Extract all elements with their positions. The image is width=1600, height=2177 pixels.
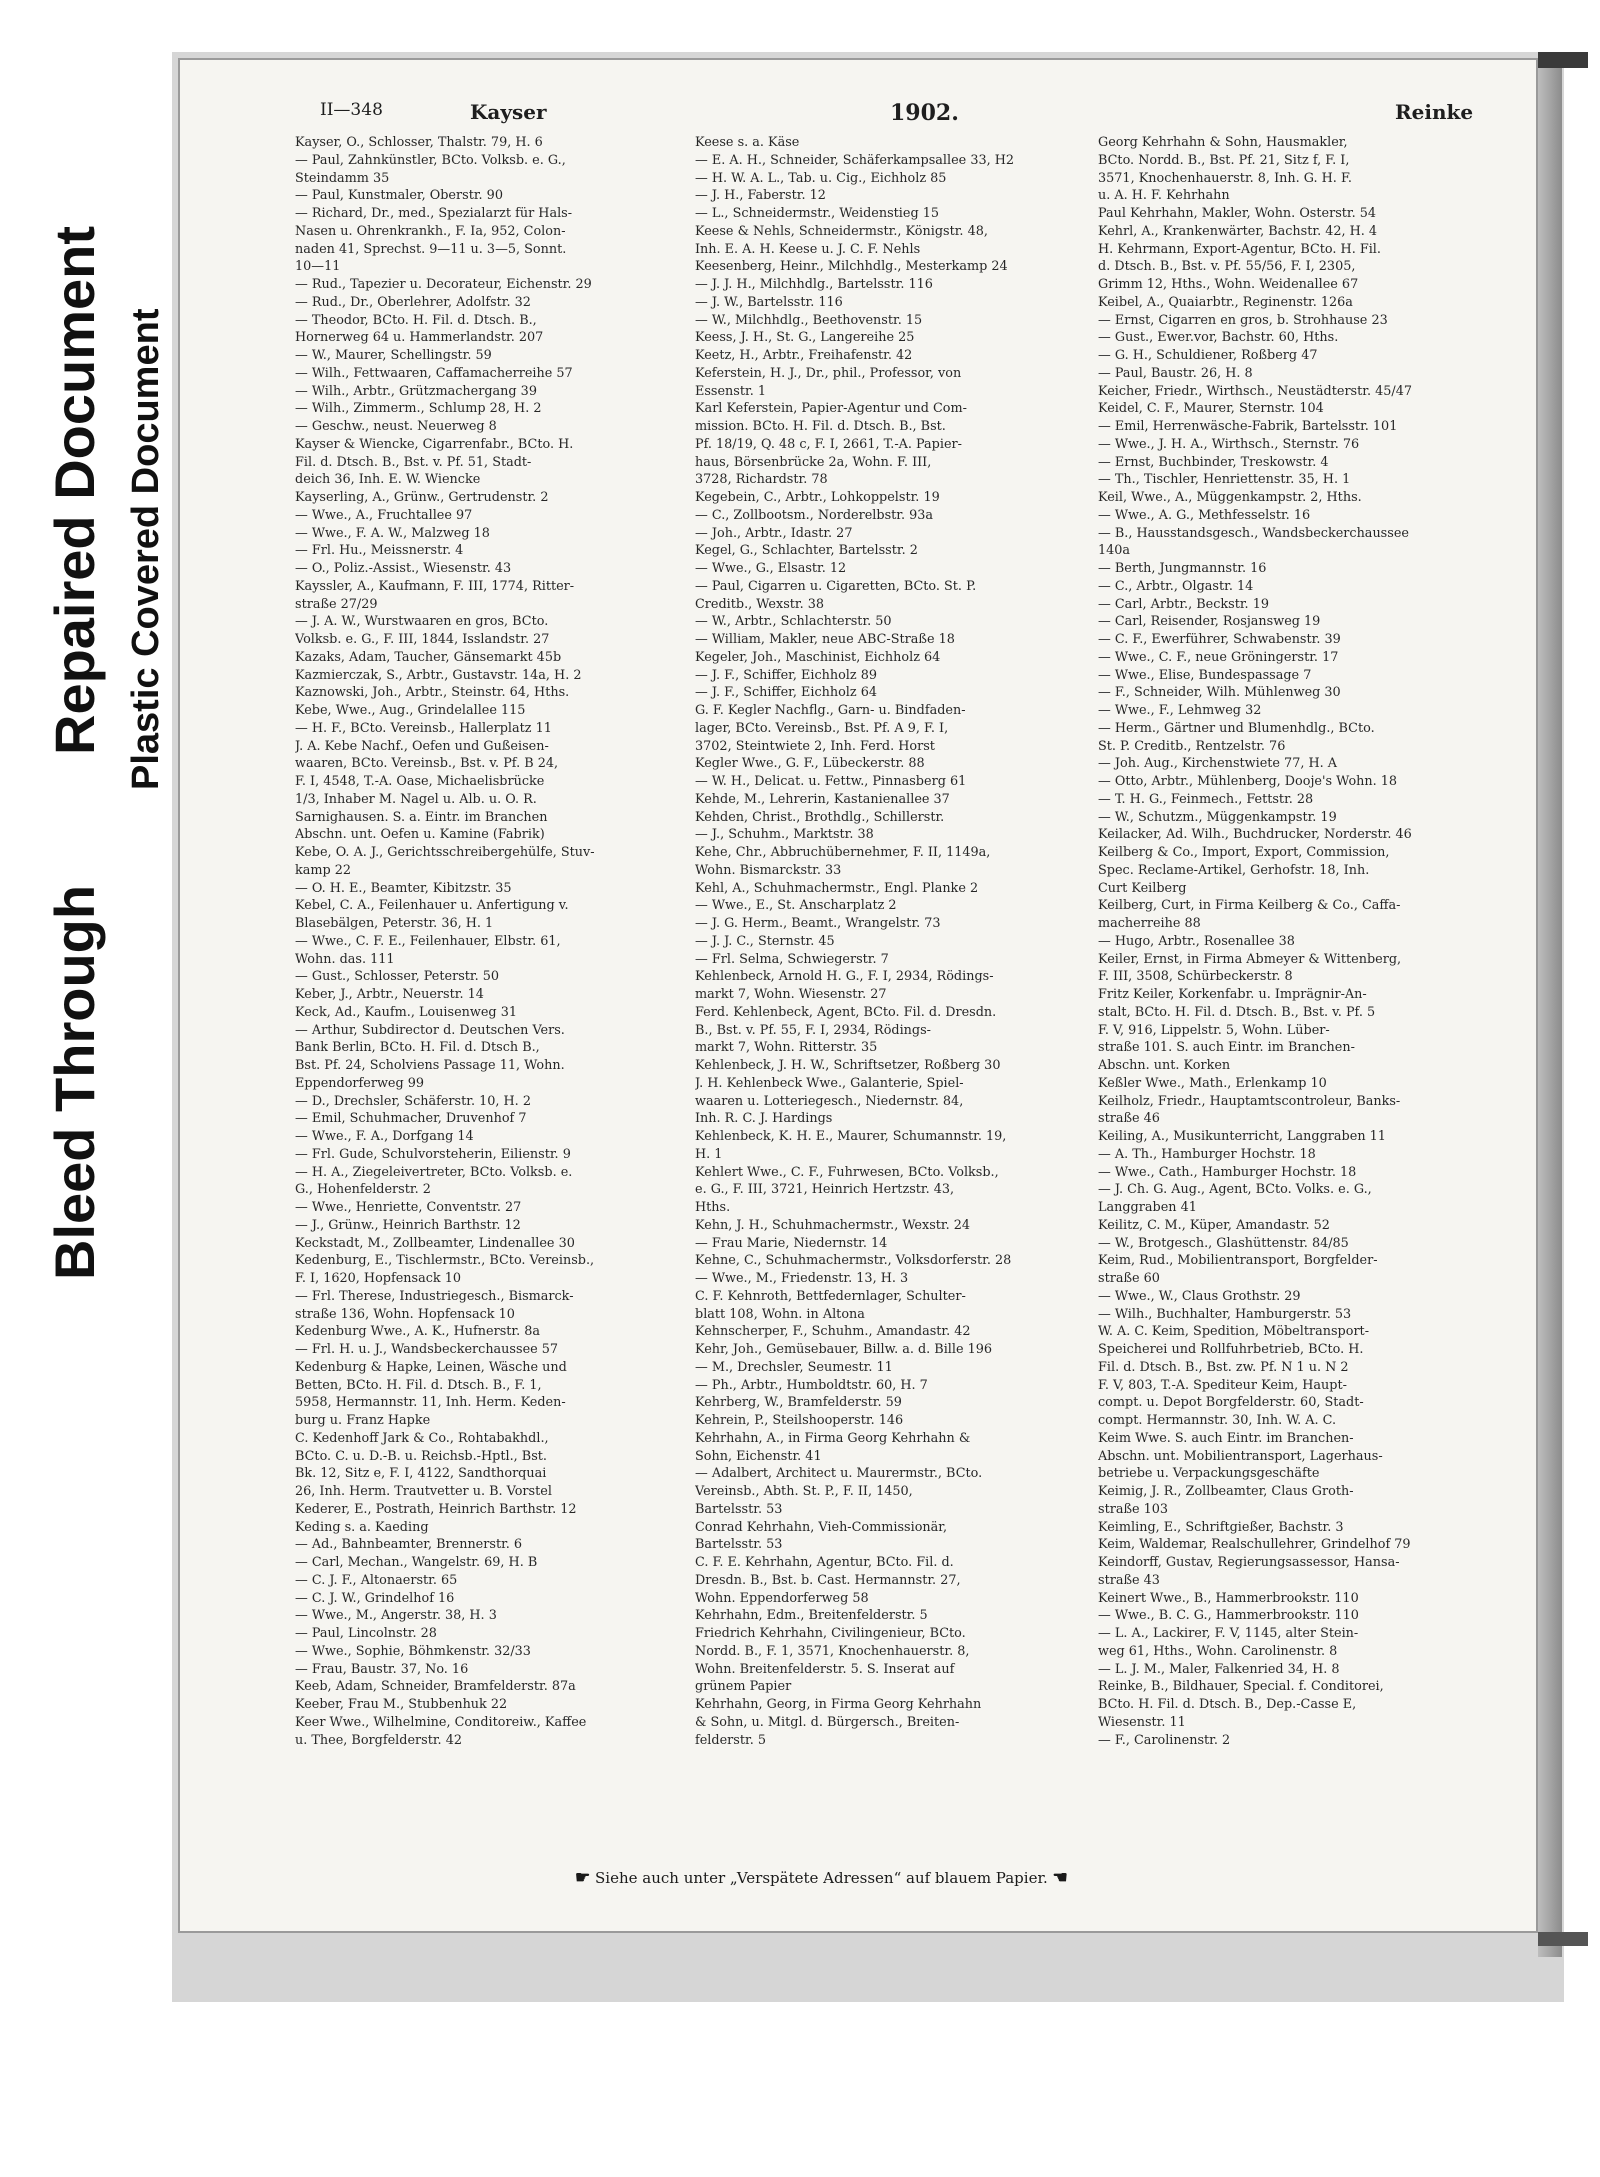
directory-entry-line: Keferstein, H. J., Dr., phil., Professor, von (695, 365, 962, 381)
directory-entry-line: — J. G. Herm., Beamt., Wrangelstr. 73 (695, 916, 941, 931)
directory-entry-line: Wohn. Eppendorferweg 58 (695, 1590, 869, 1606)
directory-entry-line: Keibel, A., Quaiarbtr., Reginenstr. 126a (1098, 294, 1353, 310)
directory-entry-line: F. I, 1620, Hopfensack 10 (295, 1271, 461, 1286)
directory-entry-line: Bk. 12, Sitz e, F. I, 4122, Sandthorquai (295, 1466, 547, 1482)
directory-entry-line: F. V, 916, Lippelstr. 5, Wohn. Lüber- (1098, 1022, 1330, 1038)
directory-entry-line: Keesenberg, Heinr., Milchhdlg., Mesterkamp 24 (695, 259, 1008, 275)
directory-entry-line: Nordd. B., F. 1, 3571, Knochenhauerstr. 8, (695, 1643, 970, 1659)
directory-entry-line: Keckstadt, M., Zollbeamter, Lindenallee 30 (295, 1235, 575, 1251)
directory-entry-line: — Frl. H. u. J., Wandsbeckerchaussee 57 (295, 1342, 559, 1357)
directory-entry-line: — E. A. H., Schneider, Schäferkampsallee 33, H2 (695, 152, 1015, 168)
directory-entry-line: — J. J. C., Sternstr. 45 (695, 933, 835, 949)
directory-entry-line: straße 43 (1098, 1572, 1160, 1588)
directory-entry-line: — Arthur, Subdirector d. Deutschen Vers. (295, 1022, 565, 1038)
directory-entry-line: — W., Brotgesch., Glashüttenstr. 84/85 (1098, 1235, 1349, 1251)
directory-entry-line: Betten, BCto. H. Fil. d. Dtsch. B., F. 1, (295, 1377, 542, 1393)
directory-entry-line: Keil, Wwe., A., Müggenkampstr. 2, Hths. (1098, 490, 1362, 505)
directory-entry-line: C. F. Kehnroth, Bettfedernlager, Schulter- (695, 1288, 966, 1304)
directory-entry-line: grünem Papier (695, 1679, 792, 1695)
directory-entry-line: Kegebein, C., Arbtr., Lohkoppelstr. 19 (695, 490, 940, 505)
directory-entry-line: — C., Arbtr., Olgastr. 14 (1098, 578, 1254, 594)
directory-entry-line: Keeber, Frau M., Stubbenhuk 22 (295, 1697, 508, 1712)
directory-entry-line: Kayserling, A., Grünw., Gertrudenstr. 2 (295, 490, 549, 505)
directory-entry-line: — C. J. W., Grindelhof 16 (295, 1590, 455, 1606)
directory-entry-line: Kegel, G., Schlachter, Bartelsstr. 2 (695, 543, 918, 559)
directory-entry-line: — Carl, Mechan., Wangelstr. 69, H. B (295, 1555, 538, 1570)
directory-entry-line: Kedenburg, E., Tischlermstr., BCto. Vereinsb., (295, 1253, 595, 1269)
directory-entry-line: — Wilh., Buchhalter, Hamburgerstr. 53 (1098, 1306, 1352, 1322)
directory-entry-line: — W. H., Delicat. u. Fettw., Pinnasberg 61 (695, 774, 967, 789)
directory-entry-line: — Theodor, BCto. H. Fil. d. Dtsch. B., (295, 312, 537, 328)
directory-entry-line: Kehr, Joh., Gemüsebauer, Billw. a. d. Bille 196 (695, 1342, 993, 1357)
directory-entry-line: — L. J. M., Maler, Falkenried 34, H. 8 (1098, 1661, 1340, 1677)
directory-entry-line: Kayser, O., Schlosser, Thalstr. 79, H. 6 (295, 135, 543, 150)
directory-entry-line: deich 36, Inh. E. W. Wiencke (295, 472, 481, 488)
directory-entry-line: Keidel, C. F., Maurer, Sternstr. 104 (1098, 401, 1324, 417)
directory-entry-line: — Joh. Aug., Kirchenstwiete 77, H. A (1098, 756, 1338, 772)
directory-entry-line: Wohn. Breitenfelderstr. 5. S. Inserat auf (695, 1661, 955, 1677)
directory-entry-line: Kegler Wwe., G. F., Lübeckerstr. 88 (695, 756, 925, 772)
directory-entry-line: — Wwe., Henriette, Conventstr. 27 (295, 1200, 522, 1215)
directory-entry-line: — J. J. H., Milchhdlg., Bartelsstr. 116 (695, 277, 933, 292)
directory-entry-line: — Paul, Baustr. 26, H. 8 (1098, 365, 1253, 381)
directory-entry-line: Inh. E. A. H. Keese u. J. C. F. Nehls (695, 241, 921, 257)
directory-entry-line: Keilholz, Friedr., Hauptamtscontroleur, Banks- (1098, 1093, 1401, 1109)
directory-entry-line: Volksb. e. G., F. III, 1844, Isslandstr. 27 (295, 632, 550, 647)
pointing-hand-icon: ☚ (1052, 1868, 1068, 1888)
directory-entry-line: u. A. H. F. Kehrhahn (1098, 188, 1230, 204)
directory-entry-line: burg u. Franz Hapke (295, 1413, 431, 1428)
directory-entry-line: Inh. R. C. J. Hardings (695, 1111, 833, 1127)
directory-entry-line: — Joh., Arbtr., Idastr. 27 (695, 525, 853, 541)
directory-entry-line: H. Kehrmann, Export-Agentur, BCto. H. Fil. (1098, 241, 1381, 257)
directory-entry-line: Keicher, Friedr., Wirthsch., Neustädterstr. 45/47 (1098, 383, 1412, 399)
directory-entry-line: — A. Th., Hamburger Hochstr. 18 (1098, 1146, 1316, 1162)
directory-entry-line: Kebe, O. A. J., Gerichtsschreibergehülfe, Stuv- (295, 845, 595, 860)
directory-entry-line: — Berth, Jungmannstr. 16 (1098, 561, 1267, 576)
directory-entry-line: — H. A., Ziegeleivertreter, BCto. Volksb. e. (295, 1164, 573, 1180)
directory-entry-line: — F., Carolinenstr. 2 (1098, 1732, 1231, 1748)
directory-entry-line: d. Dtsch. B., Bst. v. Pf. 55/56, F. I, 2305, (1098, 259, 1356, 275)
directory-entry-line: straße 46 (1098, 1111, 1160, 1127)
directory-entry-line: BCto. C. u. D.-B. u. Reichsb.-Hptl., Bst. (295, 1448, 547, 1464)
directory-entry-line: straße 136, Wohn. Hopfensack 10 (295, 1306, 515, 1322)
directory-entry-line: Bst. Pf. 24, Scholviens Passage 11, Wohn. (295, 1058, 565, 1073)
directory-entry-line: Kazmierczak, S., Arbtr., Gustavstr. 14a, H. 2 (295, 667, 582, 683)
directory-entry-line: Creditb., Wexstr. 38 (695, 596, 825, 612)
directory-entry-line: F. III, 3508, Schürbeckerstr. 8 (1098, 969, 1293, 985)
directory-entry-line: Kehlenbeck, J. H. W., Schriftsetzer, Roßberg 30 (695, 1058, 1001, 1073)
directory-entry-line: — J., Schuhm., Marktstr. 38 (695, 827, 874, 843)
directory-entry-line: mission. BCto. H. Fil. d. Dtsch. B., Bst. (695, 419, 946, 434)
directory-entry-line: — Wwe., Sophie, Böhmkenstr. 32/33 (295, 1643, 531, 1659)
directory-entry-line: Bartelsstr. 53 (695, 1501, 783, 1517)
directory-entry-line: Eppendorferweg 99 (295, 1075, 425, 1091)
directory-entry-line: stalt, BCto. H. Fil. d. Dtsch. B., Bst. v. Pf. 5 (1098, 1004, 1376, 1020)
directory-entry-line: Keim, Waldemar, Realschullehrer, Grindelhof 79 (1098, 1537, 1411, 1553)
bleed-through-label: Bleed Through (43, 884, 106, 1280)
directory-entry-line: — W., Schutzm., Müggenkampstr. 19 (1098, 809, 1337, 825)
directory-entry-line: Keilberg, Curt, in Firma Keilberg & Co., Caffa- (1098, 898, 1401, 914)
directory-entry-line: Kedenburg Wwe., A. K., Hufnerstr. 8a (295, 1324, 541, 1340)
directory-entry-line: — Wwe., B. C. G., Hammerbrookstr. 110 (1098, 1608, 1359, 1624)
directory-entry-line: — Frl. Therese, Industriegesch., Bismarck- (295, 1288, 574, 1304)
directory-entry-line: 3702, Steintwiete 2, Inh. Ferd. Horst (695, 738, 935, 754)
directory-entry-line: straße 27/29 (295, 596, 378, 612)
directory-entry-line: Reinke, B., Bildhauer, Special. f. Conditorei, (1098, 1679, 1384, 1695)
directory-entry-line: — Hugo, Arbtr., Rosenallee 38 (1098, 933, 1295, 949)
directory-entry-line: BCto. H. Fil. d. Dtsch. B., Dep.-Casse E, (1098, 1697, 1357, 1712)
pointing-hand-icon: ☛ (575, 1868, 591, 1888)
directory-entry-line: — W., Maurer, Schellingstr. 59 (295, 348, 492, 363)
directory-entry-line: — Frau Marie, Niedernstr. 14 (695, 1235, 888, 1251)
directory-entry-line: — T. H. G., Feinmech., Fettstr. 28 (1098, 791, 1314, 807)
directory-entry-line: Hths. (695, 1200, 731, 1215)
directory-entry-line: Kazaks, Adam, Taucher, Gänsemarkt 45b (295, 649, 562, 665)
directory-entry-line: Keeb, Adam, Schneider, Bramfelderstr. 87a (295, 1679, 576, 1695)
directory-entry-line: Wohn. das. 111 (295, 951, 395, 967)
directory-entry-line: Bartelsstr. 53 (695, 1537, 783, 1553)
directory-entry-line: — Wwe., G., Elsastr. 12 (695, 561, 847, 576)
directory-entry-line: Keinert Wwe., B., Hammerbrookstr. 110 (1098, 1590, 1359, 1606)
directory-entry-line: Fil. d. Dtsch. B., Bst. zw. Pf. N 1 u. N 2 (1098, 1359, 1349, 1375)
directory-entry-line: Keess, J. H., St. G., Langereihe 25 (695, 330, 915, 346)
directory-entry-line: markt 7, Wohn. Wiesenstr. 27 (695, 987, 887, 1002)
directory-entry-line: — Frau, Baustr. 37, No. 16 (295, 1661, 469, 1677)
directory-entry-line: lager, BCto. Vereinsb., Bst. Pf. A 9, F. I, (695, 720, 949, 736)
directory-entry-line: Spec. Reclame-Artikel, Gerhofstr. 18, Inh. (1098, 862, 1370, 878)
directory-entry-line: betriebe u. Verpackungsgeschäfte (1098, 1466, 1320, 1482)
directory-entry-line: Kehn, J. H., Schuhmachermstr., Wexstr. 24 (695, 1217, 971, 1233)
directory-entry-line: compt. Hermannstr. 30, Inh. W. A. C. (1098, 1413, 1337, 1428)
directory-entry-line: Vereinsb., Abth. St. P., F. II, 1450, (695, 1484, 913, 1499)
directory-entry-line: Curt Keilberg (1098, 880, 1187, 896)
directory-entry-line: — Wilh., Zimmerm., Schlump 28, H. 2 (295, 401, 542, 417)
directory-entry-line: Dresdn. B., Bst. b. Cast. Hermannstr. 27, (695, 1572, 961, 1588)
directory-entry-line: W. A. C. Keim, Spedition, Möbeltransport- (1098, 1324, 1370, 1340)
directory-entry-line: — Wwe., F. A. W., Malzweg 18 (295, 525, 490, 541)
directory-entry-line: 3571, Knochenhauerstr. 8, Inh. G. H. F. (1098, 170, 1352, 186)
directory-entry-line: — Otto, Arbtr., Mühlenberg, Dooje's Wohn. 18 (1098, 774, 1398, 789)
directory-entry-line: Kederer, E., Postrath, Heinrich Barthstr. 12 (295, 1501, 577, 1517)
directory-entry-line: — G. H., Schuldiener, Roßberg 47 (1098, 348, 1318, 363)
directory-entry-line: straße 101. S. auch Eintr. im Branchen- (1098, 1040, 1355, 1056)
column-right (1098, 134, 1466, 1749)
header-left-word: Kayser (470, 100, 547, 124)
page-right-edge (1538, 52, 1562, 1957)
directory-entry-line: Abschn. unt. Mobilientransport, Lagerhaus- (1098, 1448, 1383, 1464)
directory-entry-line: — D., Drechsler, Schäferstr. 10, H. 2 (295, 1093, 531, 1109)
directory-entry-line: C. Kedenhoff Jark & Co., Rohtabakhdl., (295, 1430, 549, 1446)
directory-entry-line: Kayssler, A., Kaufmann, F. III, 1774, Ritter- (295, 578, 575, 594)
directory-entry-line: — Frl. Selma, Schwiegerstr. 7 (695, 951, 889, 967)
directory-entry-line: J. H. Kehlenbeck Wwe., Galanterie, Spiel- (695, 1075, 964, 1091)
directory-entry-line: Kehl, A., Schuhmachermstr., Engl. Planke 2 (695, 880, 979, 896)
directory-entry-line: 10—11 (295, 259, 341, 275)
directory-entry-line: Essenstr. 1 (695, 383, 766, 399)
directory-entry-line: — Wwe., M., Friedenstr. 13, H. 3 (695, 1271, 909, 1286)
directory-entry-line: Kehrl, A., Krankenwärter, Bachstr. 42, H. 4 (1098, 223, 1378, 239)
directory-entry-line: u. Thee, Borgfelderstr. 42 (295, 1732, 462, 1748)
repaired-document-label: Repaired Document (43, 226, 106, 755)
footer-note (575, 1868, 1375, 1888)
directory-entry-line: — W., Arbtr., Schlachterstr. 50 (695, 614, 892, 630)
directory-entry-line: — C., Zollbootsm., Norderelbstr. 93a (695, 507, 934, 523)
directory-page (178, 58, 1538, 1933)
column-left (295, 134, 663, 1749)
directory-entry-line: F. V, 803, T.-A. Spediteur Keim, Haupt- (1098, 1377, 1347, 1393)
directory-entry-line: — Adalbert, Architect u. Maurermstr., BCto. (695, 1466, 983, 1482)
directory-entry-line: Kehlenbeck, K. H. E., Maurer, Schumannstr. 19, (695, 1129, 1007, 1144)
directory-entry-line: Pf. 18/19, Q. 48 c, F. I, 2661, T.-A. Papier- (695, 436, 962, 452)
directory-entry-line: Ferd. Kehlenbeck, Agent, BCto. Fil. d. Dresdn. (695, 1004, 997, 1020)
directory-entry-line: Kehrhahn, A., in Firma Georg Kehrhahn & (695, 1430, 971, 1446)
directory-entry-line: — C. F., Ewerführer, Schwabenstr. 39 (1098, 632, 1341, 647)
directory-entry-line: Keiling, A., Musikunterricht, Langgraben 11 (1098, 1129, 1386, 1144)
directory-entry-line: markt 7, Wohn. Ritterstr. 35 (695, 1040, 878, 1056)
directory-entry-line: — Wwe., E., St. Anscharplatz 2 (695, 898, 897, 914)
directory-entry-line: Wohn. Bismarckstr. 33 (695, 862, 842, 878)
directory-entry-line: — Wwe., W., Claus Grothstr. 29 (1098, 1288, 1301, 1304)
directory-entry-line: Kehnscherper, F., Schuhm., Amandastr. 42 (695, 1324, 971, 1340)
directory-entry-line: B., Bst. v. Pf. 55, F. I, 2934, Rödings- (695, 1022, 932, 1038)
directory-entry-line: Keck, Ad., Kaufm., Louisenweg 31 (295, 1004, 517, 1020)
directory-entry-line: Keiler, Ernst, in Firma Abmeyer & Wittenberg, (1098, 951, 1402, 967)
directory-entry-line: Kayser & Wiencke, Cigarrenfabr., BCto. H. (295, 436, 574, 452)
directory-entry-line: — Paul, Kunstmaler, Oberstr. 90 (295, 188, 503, 204)
directory-entry-line: Keimig, J. R., Zollbeamter, Claus Groth- (1098, 1484, 1354, 1499)
directory-entry-line: Langgraben 41 (1098, 1200, 1197, 1215)
directory-entry-line: — Wwe., A. G., Methfesselstr. 16 (1098, 507, 1311, 523)
directory-entry-line: — Wwe., Cath., Hamburger Hochstr. 18 (1098, 1164, 1357, 1180)
directory-entry-line: waaren u. Lotteriegesch., Niedernstr. 84, (695, 1093, 964, 1109)
footer-text: Siehe auch unter „Verspätete Adressen“ auf blauem Papier. (595, 1869, 1048, 1887)
directory-entry-line: C. F. E. Kehrhahn, Agentur, BCto. Fil. d. (695, 1555, 954, 1570)
directory-entry-line: blatt 108, Wohn. in Altona (695, 1306, 865, 1322)
directory-entry-line: Keding s. a. Kaeding (295, 1519, 429, 1535)
directory-entry-line: felderstr. 5 (695, 1732, 766, 1748)
directory-entry-line: Speicherei und Rollfuhrbetrieb, BCto. H. (1098, 1342, 1364, 1357)
directory-entry-line: Steindamm 35 (295, 170, 390, 186)
directory-entry-line: — W., Milchhdlg., Beethovenstr. 15 (695, 312, 923, 328)
directory-entry-line: — Paul, Lincolnstr. 28 (295, 1626, 437, 1641)
directory-entry-line: Keßler Wwe., Math., Erlenkamp 10 (1098, 1075, 1327, 1091)
directory-entry-line: Kehe, Chr., Abbruchübernehmer, F. II, 1149a, (695, 845, 991, 860)
directory-entry-line: — Geschw., neust. Neuerweg 8 (295, 419, 497, 434)
directory-entry-line: Keilberg & Co., Import, Export, Commission, (1098, 845, 1390, 860)
directory-entry-line: — Th., Tischler, Henriettenstr. 35, H. 1 (1098, 472, 1351, 488)
directory-entry-line: Fritz Keiler, Korkenfabr. u. Imprägnir-An- (1098, 987, 1367, 1002)
directory-entry-line: — Wwe., J. H. A., Wirthsch., Sternstr. 76 (1098, 436, 1360, 452)
directory-entry-line: 3728, Richardstr. 78 (695, 472, 828, 488)
directory-entry-line: Keim, Rud., Mobilientransport, Borgfelder- (1098, 1253, 1378, 1269)
directory-entry-line: Karl Keferstein, Papier-Agentur und Com- (695, 401, 967, 417)
directory-entry-line: Kedenburg & Hapke, Leinen, Wäsche und (295, 1359, 567, 1375)
directory-entry-line: — O. H. E., Beamter, Kibitzstr. 35 (295, 880, 512, 896)
directory-entry-line: — L. A., Lackirer, F. V, 1145, alter Stein- (1098, 1626, 1359, 1641)
directory-entry-line: Keese & Nehls, Schneidermstr., Königstr. 48, (695, 223, 988, 239)
directory-entry-line: — H. F., BCto. Vereinsb., Hallerplatz 11 (295, 720, 552, 736)
directory-entry-line: Blasebälgen, Peterstr. 36, H. 1 (295, 916, 494, 931)
directory-entry-line: Keindorff, Gustav, Regierungsassessor, Hansa- (1098, 1555, 1400, 1570)
directory-entry-line: Kegeler, Joh., Maschinist, Eichholz 64 (695, 649, 941, 665)
directory-entry-line: straße 103 (1098, 1501, 1169, 1517)
directory-entry-line: — Carl, Arbtr., Beckstr. 19 (1098, 596, 1269, 612)
plastic-covered-label: Plastic Covered Document (125, 308, 167, 790)
directory-entry-line: — Frl. Hu., Meissnerstr. 4 (295, 543, 464, 559)
directory-entry-line: Hornerweg 64 u. Hammerlandstr. 207 (295, 330, 544, 346)
directory-entry-line: compt. u. Depot Borgfelderstr. 60, Stadt- (1098, 1395, 1364, 1411)
header-year: 1902. (890, 100, 959, 126)
directory-entry-line: Nasen u. Ohrenkrankh., F. Ia, 952, Colon- (295, 223, 566, 239)
directory-entry-line: — Wwe., C. F., neue Gröningerstr. 17 (1098, 649, 1339, 665)
directory-entry-line: — Ph., Arbtr., Humboldtstr. 60, H. 7 (695, 1377, 928, 1393)
directory-entry-line: straße 60 (1098, 1271, 1160, 1286)
directory-entry-line: Wiesenstr. 11 (1098, 1714, 1186, 1730)
directory-entry-line: — Rud., Dr., Oberlehrer, Adolfstr. 32 (295, 294, 531, 310)
directory-entry-line: Keim Wwe. S. auch Eintr. im Branchen- (1098, 1430, 1354, 1446)
directory-entry-line: — Carl, Reisender, Rosjansweg 19 (1098, 614, 1321, 630)
directory-entry-line: Keilitz, C. M., Küper, Amandastr. 52 (1098, 1217, 1330, 1233)
directory-entry-line: — Wwe., A., Fruchtallee 97 (295, 507, 473, 523)
directory-entry-line: St. P. Creditb., Rentzelstr. 76 (1098, 738, 1286, 754)
directory-entry-line: Abschn. unt. Korken (1098, 1058, 1231, 1073)
directory-entry-line: 140a (1098, 543, 1131, 559)
directory-entry-line: Kehrhahn, Edm., Breitenfelderstr. 5 (695, 1608, 928, 1624)
directory-entry-line: — Paul, Zahnkünstler, BCto. Volksb. e. G., (295, 152, 566, 168)
directory-entry-line: Keer Wwe., Wilhelmine, Conditoreiw., Kaffee (295, 1714, 587, 1730)
directory-entry-line: Kehlert Wwe., C. F., Fuhrwesen, BCto. Volksb., (695, 1164, 999, 1180)
directory-entry-line: Keetz, H., Arbtr., Freihafenstr. 42 (695, 348, 913, 363)
directory-entry-line: Kehden, Christ., Brothdlg., Schillerstr. (695, 809, 945, 825)
directory-entry-line: — J. A. W., Wurstwaaren en gros, BCto. (295, 614, 549, 630)
directory-entry-line: waaren, BCto. Vereinsb., Bst. v. Pf. B 24, (295, 756, 559, 772)
directory-entry-line: J. A. Kebe Nachf., Oefen und Gußeisen- (295, 738, 549, 754)
directory-entry-line: Kebe, Wwe., Aug., Grindelallee 115 (295, 703, 526, 718)
directory-entry-line: — C. J. F., Altonaerstr. 65 (295, 1572, 458, 1588)
directory-entry-line: Kehrberg, W., Bramfelderstr. 59 (695, 1395, 902, 1411)
directory-entry-line: & Sohn, u. Mitgl. d. Bürgersch., Breiten- (695, 1714, 960, 1730)
page-edge-mark-bottom (1538, 1932, 1588, 1946)
directory-entry-line: — Wwe., C. F. E., Feilenhauer, Elbstr. 61, (295, 933, 561, 949)
directory-entry-line: Kehne, C., Schuhmachermstr., Volksdorferstr. 28 (695, 1253, 1012, 1269)
directory-entry-line: — William, Makler, neue ABC-Straße 18 (695, 632, 955, 647)
directory-entry-line: — Wwe., Elise, Bundespassage 7 (1098, 667, 1312, 683)
directory-entry-line: 26, Inh. Herm. Trautvetter u. B. Vorstel (295, 1484, 552, 1499)
directory-entry-line: — H. W. A. L., Tab. u. Cig., Eichholz 85 (695, 170, 947, 186)
directory-entry-line: Grimm 12, Hths., Wohn. Weidenallee 67 (1098, 277, 1359, 292)
directory-entry-line: G. F. Kegler Nachflg., Garn- u. Bindfaden- (695, 703, 966, 718)
directory-entry-line: Sarnighausen. S. a. Eintr. im Branchen (295, 809, 548, 825)
directory-entry-line: — Ernst, Cigarren en gros, b. Strohhause 23 (1098, 312, 1388, 328)
directory-entry-line: kamp 22 (295, 862, 352, 878)
directory-entry-line: — Ad., Bahnbeamter, Brennerstr. 6 (295, 1537, 523, 1553)
directory-entry-line: — Richard, Dr., med., Spezialarzt für Hals- (295, 206, 573, 221)
directory-entry-line: G., Hohenfelderstr. 2 (295, 1182, 431, 1198)
directory-entry-line: Paul Kehrhahn, Makler, Wohn. Osterstr. 54 (1098, 206, 1377, 221)
directory-entry-line: 5958, Hermannstr. 11, Inh. Herm. Keden- (295, 1395, 566, 1411)
page-edge-mark-top (1538, 52, 1588, 68)
directory-entry-line: — O., Poliz.-Assist., Wiesenstr. 43 (295, 561, 512, 576)
directory-entry-line: — J. F., Schiffer, Eichholz 64 (695, 685, 877, 701)
directory-entry-line: — Gust., Schlosser, Peterstr. 50 (295, 969, 500, 985)
directory-entry-line: — J. F., Schiffer, Eichholz 89 (695, 667, 877, 683)
directory-entry-line: F. I, 4548, T.-A. Oase, Michaelisbrücke (295, 774, 545, 789)
directory-entry-line: Kehlenbeck, Arnold H. G., F. I, 2934, Rödings- (695, 969, 994, 985)
directory-entry-line: — Emil, Herrenwäsche-Fabrik, Bartelsstr. 101 (1098, 419, 1398, 434)
directory-entry-line: — B., Hausstandsgesch., Wandsbeckerchaussee (1098, 525, 1409, 541)
directory-entry-line: weg 61, Hths., Wohn. Carolinenstr. 8 (1098, 1643, 1338, 1659)
directory-entry-line: Keilacker, Ad. Wilh., Buchdrucker, Norderstr. 46 (1098, 827, 1412, 843)
directory-entry-line: — L., Schneidermstr., Weidenstieg 15 (695, 206, 939, 221)
header-right-word: Reinke (1395, 100, 1474, 124)
directory-entry-line: — Wwe., M., Angerstr. 38, H. 3 (295, 1608, 497, 1624)
directory-entry-line: Bank Berlin, BCto. H. Fil. d. Dtsch B., (295, 1040, 540, 1056)
directory-entry-line: — Ernst, Buchbinder, Treskowstr. 4 (1098, 454, 1329, 470)
directory-entry-line: — Rud., Tapezier u. Decorateur, Eichenstr. 29 (295, 277, 592, 292)
directory-entry-line: Keese s. a. Käse (695, 135, 800, 150)
directory-entry-line: — Herm., Gärtner und Blumenhdlg., BCto. (1098, 720, 1375, 736)
directory-entry-line: — J., Grünw., Heinrich Barthstr. 12 (295, 1217, 521, 1233)
directory-entry-line: — Emil, Schuhmacher, Druvenhof 7 (295, 1111, 527, 1127)
page-number: II—348 (320, 100, 383, 120)
directory-entry-line: Conrad Kehrhahn, Vieh-Commissionär, (695, 1519, 948, 1535)
directory-entry-line: 1/3, Inhaber M. Nagel u. Alb. u. O. R. (295, 791, 537, 807)
directory-entry-line: Friedrich Kehrhahn, Civilingenieur, BCto. (695, 1626, 966, 1641)
directory-entry-line: macherreihe 88 (1098, 916, 1201, 931)
directory-entry-line: Keimling, E., Schriftgießer, Bachstr. 3 (1098, 1519, 1344, 1535)
page-header (320, 100, 1530, 130)
directory-entry-line: — Wilh., Arbtr., Grützmachergang 39 (295, 383, 537, 399)
directory-entry-line: haus, Börsenbrücke 2a, Wohn. F. III, (695, 454, 932, 470)
directory-entry-line: Kehrhahn, Georg, in Firma Georg Kehrhahn (695, 1697, 982, 1712)
directory-entry-line: — J. W., Bartelsstr. 116 (695, 294, 843, 310)
directory-entry-line: — Wilh., Fettwaaren, Caffamacherreihe 57 (295, 365, 573, 381)
directory-entry-line: — Gust., Ewer.vor, Bachstr. 60, Hths. (1098, 330, 1339, 346)
directory-entry-line: Kehde, M., Lehrerin, Kastanienallee 37 (695, 791, 950, 807)
directory-entry-line: Sohn, Eichenstr. 41 (695, 1448, 822, 1464)
directory-entry-line: Kebel, C. A., Feilenhauer u. Anfertigung v. (295, 898, 569, 914)
directory-entry-line: naden 41, Sprechst. 9—11 u. 3—5, Sonnt. (295, 241, 567, 257)
directory-entry-line: Georg Kehrhahn & Sohn, Hausmakler, (1098, 135, 1348, 150)
directory-entry-line: Abschn. unt. Oefen u. Kamine (Fabrik) (295, 827, 545, 843)
directory-entry-line: — Frl. Gude, Schulvorsteherin, Eilienstr. 9 (295, 1146, 571, 1162)
directory-entry-line: — Wwe., F. A., Dorfgang 14 (295, 1129, 474, 1144)
directory-entry-line: BCto. Nordd. B., Bst. Pf. 21, Sitz f, F. I, (1098, 152, 1350, 168)
directory-entry-line: — Paul, Cigarren u. Cigaretten, BCto. St. P. (695, 578, 977, 594)
directory-entry-line: Fil. d. Dtsch. B., Bst. v. Pf. 51, Stadt- (295, 454, 532, 470)
directory-entry-line: — M., Drechsler, Seumestr. 11 (695, 1359, 893, 1375)
directory-entry-line: H. 1 (695, 1146, 723, 1162)
directory-entry-line: Kaznowski, Joh., Arbtr., Steinstr. 64, Hths. (295, 685, 570, 701)
directory-entry-line: Kehrein, P., Steilshooperstr. 146 (695, 1413, 904, 1428)
directory-entry-line: — F., Schneider, Wilh. Mühlenweg 30 (1098, 685, 1341, 701)
directory-entry-line: — J. Ch. G. Aug., Agent, BCto. Volks. e. G., (1098, 1182, 1372, 1198)
directory-entry-line: — J. H., Faberstr. 12 (695, 188, 826, 204)
directory-entry-line: Keber, J., Arbtr., Neuerstr. 14 (295, 987, 484, 1002)
column-middle (695, 134, 1063, 1749)
directory-entry-line: — Wwe., F., Lehmweg 32 (1098, 703, 1262, 718)
directory-entry-line: e. G., F. III, 3721, Heinrich Hertzstr. 43, (695, 1182, 955, 1198)
